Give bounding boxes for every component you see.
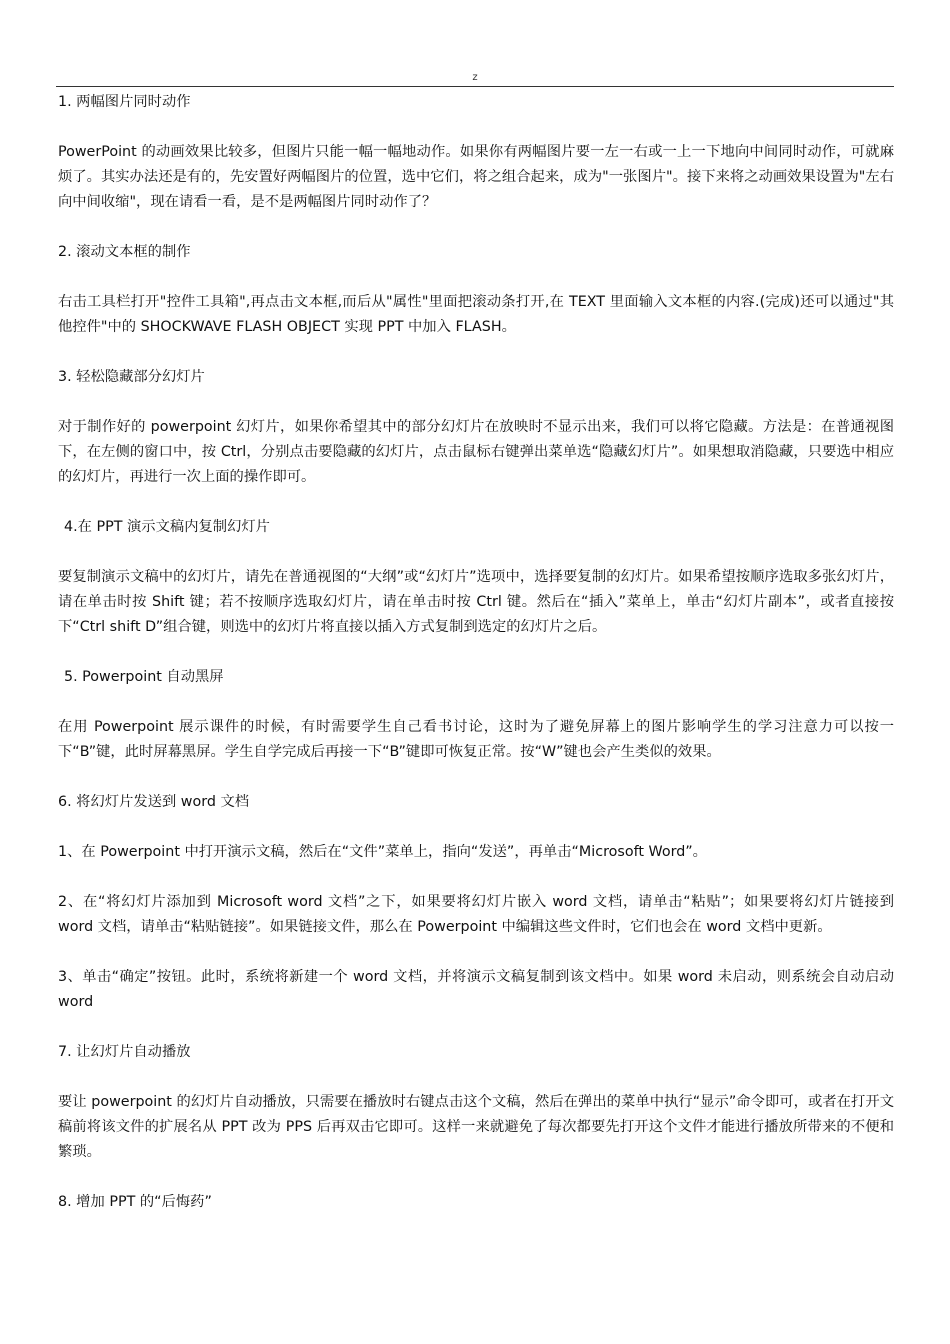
section-4 (58, 515, 894, 640)
section-heading: 3. 轻松隐藏部分幻灯片 (58, 369, 205, 385)
section-1 (58, 90, 894, 215)
section-heading: 7. 让幻灯片自动播放 (58, 1044, 191, 1060)
section-paragraph: 2、在“将幻灯片添加到 Microsoft word 文档”之下，如果要将幻灯片嵌入 word 文档，请单击“粘贴”；如果要将幻灯片链接到 word 文档，请单击“粘贴链接”。如果链接文件，那么在 Powerpoint 中编辑这些文件时，它们也会在 word 文档中更新。 (58, 894, 894, 935)
section-6 (58, 790, 894, 1015)
section-paragraph: 1、在 Powerpoint 中打开演示文稿，然后在“文件”菜单上，指向“发送”，再单击“Microsoft Word”。 (58, 844, 707, 860)
section-7 (58, 1040, 894, 1165)
section-2 (58, 240, 894, 340)
section-8 (58, 1190, 894, 1215)
section-5 (58, 665, 894, 765)
section-heading: 8. 增加 PPT 的“后悔药” (58, 1194, 212, 1210)
section-heading: 1. 两幅图片同时动作 (58, 94, 191, 110)
section-heading: 4.在 PPT 演示文稿内复制幻灯片 (64, 519, 270, 535)
section-paragraph: 在用 Powerpoint 展示课件的时候，有时需要学生自己看书讨论，这时为了避免屏幕上的图片影响学生的学习注意力可以按一下“B”键，此时屏幕黑屏。学生自学完成后再接一下“B”键即可恢复正常。按“W”键也会产生类似的效果。 (58, 719, 894, 760)
header-rule (56, 86, 894, 87)
document-body (58, 90, 894, 1240)
section-paragraph: PowerPoint 的动画效果比较多，但图片只能一幅一幅地动作。如果你有两幅图片要一左一右或一上一下地向中间同时动作，可就麻烦了。其实办法还是有的，先安置好两幅图片的位置，选中它们，将之组合起来，成为"一张图片"。接下来将之动画效果设置为"左右向中间收缩"，现在请看一看，是不是两幅图片同时动作了？ (58, 144, 894, 210)
section-heading: 6. 将幻灯片发送到 word 文档 (58, 794, 250, 810)
section-paragraph: 对于制作好的 powerpoint 幻灯片，如果你希望其中的部分幻灯片在放映时不显示出来，我们可以将它隐藏。方法是：在普通视图下，在左侧的窗口中，按 Ctrl，分别点击要隐藏的幻灯片，点击鼠标右键弹出菜单选“隐藏幻灯片”。如果想取消隐藏，只要选中相应的幻灯片，再进行一次上面的操作即可。 (58, 419, 894, 485)
page-header-mark: z (472, 72, 478, 83)
section-paragraph: 要复制演示文稿中的幻灯片，请先在普通视图的“大纲”或“幻灯片”选项中，选择要复制的幻灯片。如果希望按顺序选取多张幻灯片，请在单击时按 Shift 键；若不按顺序选取幻灯片，请在单击时按 Ctrl 键。然后在“插入”菜单上，单击“幻灯片副本”，或者直接按下“Ctrl shift D”组合键，则选中的幻灯片将直接以插入方式复制到选定的幻灯片之后。 (58, 569, 895, 635)
section-3 (58, 365, 894, 490)
section-paragraph: 右击工具栏打开"控件工具箱",再点击文本框,而后从"属性"里面把滚动条打开,在 TEXT 里面输入文本框的内容.(完成)还可以通过"其他控件"中的 SHOCKWAVE FLASH OBJECT 实现 PPT 中加入 FLASH。 (58, 294, 894, 335)
section-heading: 5. Powerpoint 自动黑屏 (64, 669, 224, 685)
section-paragraph: 要让 powerpoint 的幻灯片自动播放，只需要在播放时右键点击这个文稿，然后在弹出的菜单中执行“显示”命令即可，或者在打开文稿前将该文件的扩展名从 PPT 改为 PPS 后再双击它即可。这样一来就避免了每次都要先打开这个文件才能进行播放所带来的不便和繁琐。 (58, 1094, 894, 1160)
section-heading: 2. 滚动文本框的制作 (58, 244, 191, 260)
section-paragraph: 3、单击“确定”按钮。此时，系统将新建一个 word 文档，并将演示文稿复制到该文档中。如果 word 未启动，则系统会自动启动 word (58, 969, 894, 1010)
